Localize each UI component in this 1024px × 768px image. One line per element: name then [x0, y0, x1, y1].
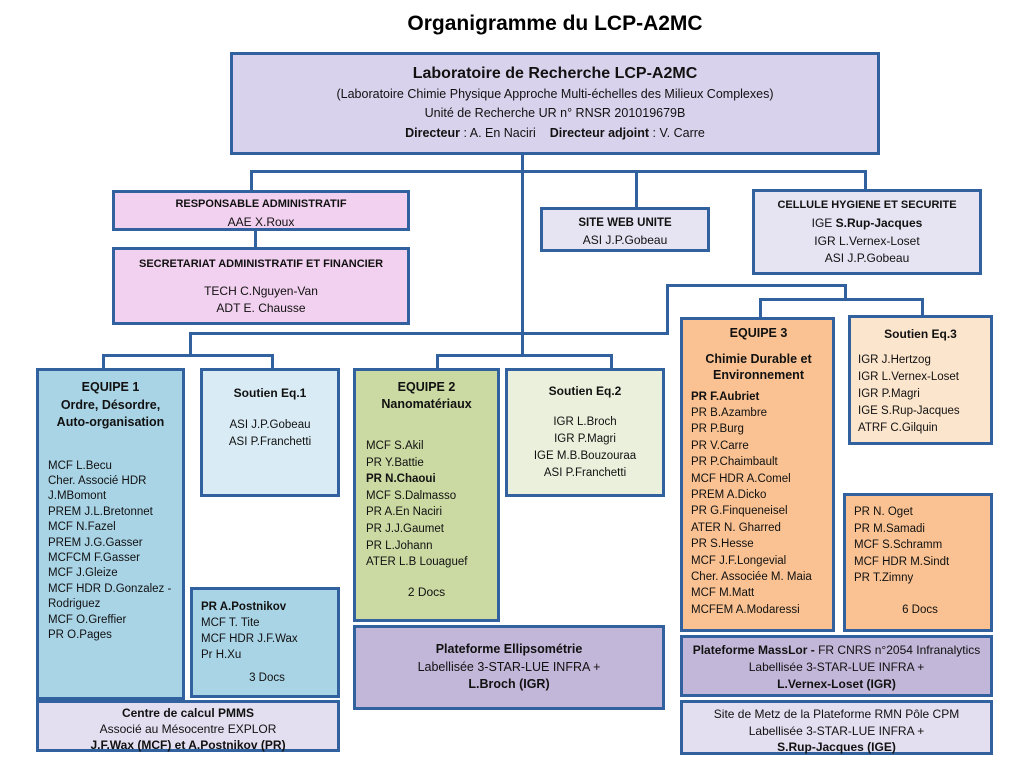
member-line: MCF S.Dalmasso [366, 489, 457, 502]
member-list [115, 283, 407, 317]
member-line: PR B.Azambre [691, 406, 768, 419]
member-line: Cher. Associée M. Maia [691, 570, 812, 583]
member-list [360, 438, 493, 571]
member-list [203, 417, 337, 451]
connector-line [436, 354, 613, 357]
connector-line [635, 170, 638, 208]
connector-line [521, 153, 524, 356]
member-line: MCF J.F.Longevial [691, 554, 787, 567]
member-line: IGR L.Broch [553, 416, 617, 428]
connector-line [102, 354, 105, 369]
connector-line [250, 170, 253, 191]
platform-manager: L.Broch (IGR) [468, 677, 550, 692]
centre-managers: J.F.Wax (MCF) et A.Postnikov (PR) [90, 738, 286, 752]
box-laboratoire [230, 52, 880, 155]
platform-manager: L.Vernex-Loset (IGR) [777, 677, 896, 691]
member-line: TECH C.Nguyen-Van [204, 284, 318, 298]
box-equipe-3 [680, 317, 835, 632]
member-line: PR O.Pages [48, 628, 112, 641]
member-line: PR V.Carre [691, 439, 749, 452]
member-line: PR F.Aubriet [691, 390, 760, 403]
member-line: PR S.Hesse [691, 538, 754, 551]
member-line: MCFCM F.Gasser [48, 551, 140, 564]
member-line: MCF J.Gleize [48, 567, 118, 580]
member-line: PR P.Chaimbault [691, 456, 778, 469]
connector-line [610, 354, 613, 369]
box-site-web [540, 207, 710, 252]
member-line: PR J.J.Gaumet [366, 522, 444, 535]
member-line: PR P.Burg [691, 423, 744, 436]
member-line: IGR J.Hertzog [858, 354, 931, 366]
connector-line [666, 284, 847, 287]
connector-line [251, 170, 867, 173]
member-line: PR M.Samadi [854, 522, 925, 535]
box-plateforme-masslor [680, 635, 993, 697]
member-line: MCF M.Matt [691, 587, 755, 600]
member-line: ATRF C.Gilquin [858, 422, 938, 434]
connector-line [189, 332, 669, 335]
platform-title: Site de Metz de la Plateforme RMN Pôle CPM [713, 707, 960, 721]
platform-title: Plateforme MassLor - [692, 643, 819, 657]
member-list [851, 352, 990, 437]
box-soutien-eq3 [848, 315, 993, 445]
member-line: PREM A.Dicko [691, 488, 767, 501]
box-title: SECRETARIAT ADMINISTRATIF ET FINANCIER [138, 258, 384, 270]
member-list [755, 215, 979, 268]
adjoint-label: Directeur adjoint [549, 126, 650, 140]
platform-label: Labellisée 3-STAR-LUE INFRA + [748, 660, 925, 674]
connector-line [864, 170, 867, 190]
box-responsable-administratif [112, 190, 410, 231]
member-list [201, 599, 333, 663]
member-line: IGE S.Rup-Jacques [811, 216, 923, 230]
member-list [543, 232, 707, 248]
box-title: SITE WEB UNITE [578, 217, 672, 229]
box-title: RESPONSABLE ADMINISTRATIF [175, 198, 347, 210]
member-line: PR Y.Battie [366, 456, 424, 469]
centre-line: Associé au Mésocentre EXPLOR [99, 722, 277, 736]
box-equipe-3-suite [843, 493, 993, 632]
member-line: ADT E. Chausse [216, 301, 306, 315]
member-line: MCF T. Tite [201, 617, 260, 629]
box-equipe-1 [36, 368, 185, 700]
member-line: MCF HDR A.Comel [691, 472, 791, 485]
member-line: Pr H.Xu [201, 649, 242, 661]
member-line: IGR P.Magri [554, 433, 616, 445]
connector-line [759, 298, 762, 319]
member-line: MCF HDR M.Sindt [854, 555, 950, 568]
member-line: ASI J.P.Gobeau [582, 233, 668, 247]
member-line: MCF N.Fazel [48, 521, 116, 534]
box-secretariat [112, 247, 410, 325]
platform-title-rest: FR CNRS n°2054 Infranalytics [818, 643, 981, 657]
member-line: PREM J.L.Bretonnet [48, 505, 153, 518]
box-equipe-2 [353, 368, 500, 622]
member-line: MCF HDR J.F.Wax [201, 633, 298, 645]
member-line: Environnement [713, 368, 804, 382]
member-line: MCF S.Akil [366, 440, 424, 452]
member-line: ATER N. Gharred [691, 521, 781, 534]
member-line: Ordre, Désordre, [60, 397, 161, 412]
member-line: PR A.Postnikov [201, 601, 287, 613]
box-centre-calcul-pmms [36, 700, 340, 752]
lab-subtitle: (Laboratoire Chimie Physique Approche Multi-échelles des Milieux Complexes) [336, 87, 774, 101]
member-line: Auto-organisation [56, 415, 165, 429]
box-plateforme-ellipsometrie [353, 625, 665, 710]
member-line: MCF S.Schramm [854, 539, 943, 551]
member-line: MCF HDR D.Gonzalez - Rodriguez [48, 582, 172, 611]
connector-line [759, 298, 924, 301]
member-line: ASI P.Franchetti [543, 467, 627, 479]
lab-directors [233, 123, 877, 143]
member-line: PR L.Johann [366, 539, 433, 552]
platform-manager: S.Rup-Jacques (IGE) [777, 740, 896, 754]
director-label: Directeur [405, 126, 460, 140]
member-line: EQUIPE 3 [729, 326, 788, 340]
member-line: IGE S.Rup-Jacques [858, 405, 960, 417]
platform-title-line [683, 642, 990, 659]
connector-line [436, 354, 439, 369]
connector-line [102, 354, 274, 357]
team-header [43, 379, 178, 432]
member-line: EQUIPE 2 [397, 380, 456, 394]
member-list [688, 389, 829, 619]
member-line: IGR L.Vernex-Loset [814, 233, 920, 248]
docs-count: 3 Docs [249, 672, 285, 684]
box-title: Soutien Eq.1 [233, 386, 307, 400]
connector-line [254, 230, 257, 248]
connector-line [271, 354, 274, 369]
member-list [43, 459, 178, 644]
connector-line [666, 284, 669, 335]
docs-count: 2 Docs [407, 584, 446, 599]
centre-title: Centre de calcul PMMS [121, 706, 255, 720]
member-line: PR G.Finqueneisel [691, 505, 788, 518]
member-line: ASI P.Franchetti [228, 436, 312, 448]
member-line: Chimie Durable et [705, 351, 812, 366]
member-line: IGR P.Magri [858, 388, 920, 400]
team-header [688, 325, 829, 384]
member-line: PREM J.G.Gasser [48, 536, 143, 549]
box-equipe-1-suite [190, 587, 340, 698]
member-line: AAE X.Roux [227, 215, 295, 229]
member-line: Cher. Associé HDR J.MBomont [48, 474, 147, 503]
member-line: MCF L.Becu [48, 459, 112, 472]
page-title: Organigramme du LCP-A2MC [407, 12, 703, 35]
member-line: EQUIPE 1 [81, 380, 140, 394]
box-title: Soutien Eq.3 [884, 327, 957, 341]
member-line: PR N.Chaoui [366, 473, 436, 486]
member-line: ATER L.B Louaguef [366, 556, 468, 569]
member-line: MCFEM A.Modaressi [691, 603, 800, 616]
member-line: IGR L.Vernex-Loset [858, 371, 959, 383]
member-line: IGE M.B.Bouzouraa [533, 450, 637, 462]
box-title: Soutien Eq.2 [548, 384, 622, 398]
member-line: ASI J.P.Gobeau [229, 419, 311, 431]
box-site-metz-rmn [680, 700, 993, 755]
member-list [854, 504, 986, 587]
member-list [115, 214, 407, 230]
member-line: PR T.Zimny [854, 572, 914, 584]
director-value: : A. En Naciri [460, 126, 536, 140]
member-line: ASI J.P.Gobeau [824, 251, 910, 265]
member-line: MCF O.Greffier [48, 613, 127, 626]
member-list [508, 414, 662, 482]
platform-title: Plateforme Ellipsométrie [435, 642, 583, 657]
platform-label: Labellisée 3-STAR-LUE INFRA + [748, 723, 925, 738]
lab-unit: Unité de Recherche UR n° RNSR 201019679B [424, 106, 686, 120]
box-title: CELLULE HYGIENE ET SECURITE [777, 199, 957, 211]
adjoint-value: : V. Carre [649, 126, 705, 140]
lab-name: Laboratoire de Recherche LCP-A2MC [412, 65, 698, 82]
member-line: PR N. Oget [854, 506, 913, 518]
platform-label: Labellisée 3-STAR-LUE INFRA + [417, 659, 601, 674]
team-header [360, 379, 493, 413]
box-soutien-eq1 [200, 368, 340, 497]
box-soutien-eq2 [505, 368, 665, 497]
member-line: PR A.En Naciri [366, 506, 443, 519]
member-line: Nanomatériaux [381, 397, 472, 411]
docs-count: 6 Docs [902, 603, 938, 616]
box-cellule-hygiene [752, 189, 982, 275]
